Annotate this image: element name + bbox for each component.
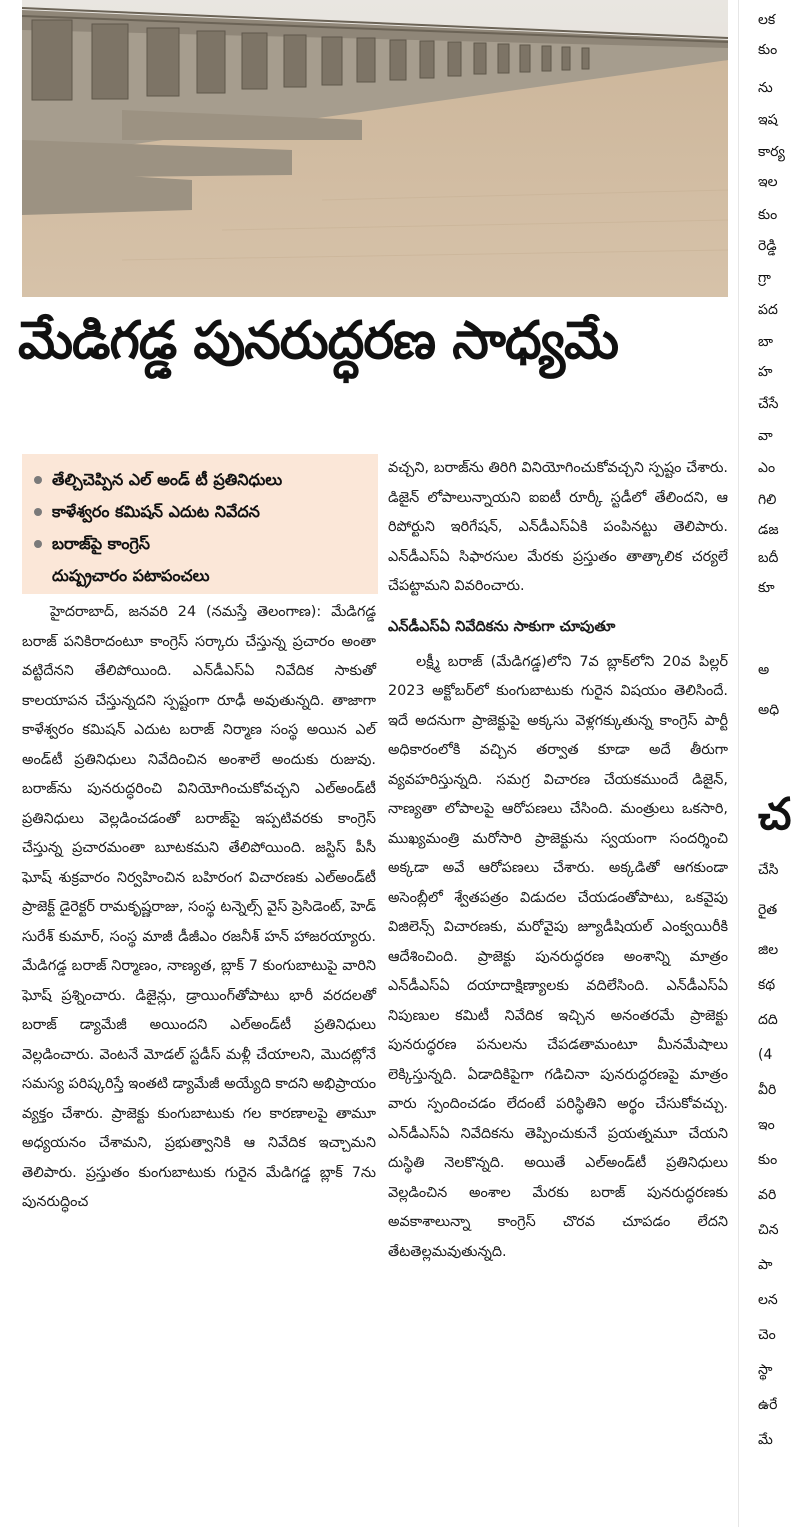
fragment-text: బా (758, 334, 774, 350)
fragment-text: రైత (758, 902, 778, 918)
headline: మేడిగడ్డ పునరుద్ధరణ సాధ్యమే (18, 311, 619, 371)
fragment-text: మే (758, 1432, 773, 1448)
bullet-icon (34, 540, 42, 548)
fragment-text: కుం (758, 207, 778, 223)
adjacent-article-fragment (748, 0, 800, 1527)
fragment-text: ఎం (758, 460, 776, 476)
highlight-item: తేల్చిచెప్పిన ఎల్‌ అండ్‌ టీ ప్రతినిధులు (32, 464, 368, 496)
bullet-icon (34, 476, 42, 484)
fragment-text: స్థా (758, 1362, 773, 1378)
fragment-text: రెడ్డి (758, 238, 777, 254)
fragment-text: అధి (758, 702, 780, 718)
article-column-middle (388, 454, 728, 1267)
fragment-text: పా (758, 1257, 773, 1273)
fragment-text: వరి (758, 1187, 777, 1203)
highlight-item: కాళేశ్వరం కమిషన్‌ ఎదుట నివేదన (32, 496, 368, 528)
column-divider (738, 0, 739, 1527)
fragment-text: ఇష (758, 112, 778, 128)
highlight-item-continued: దుష్ప్రచారం పటాపంచలు (52, 566, 210, 585)
fragment-text: చెం (758, 1327, 776, 1343)
highlights-box (22, 454, 378, 594)
fragment-text: చ (758, 789, 792, 840)
article-paragraph (22, 598, 376, 1218)
fragment-text: అ (758, 662, 770, 678)
fragment-text: ఇం (758, 1117, 775, 1133)
dateline: హైదరాబాద్‌, జనవరి 24 (నమస్తే తెలంగాణ): (50, 604, 322, 620)
fragment-text: కార్య (758, 144, 785, 160)
fragment-text: చేసి (758, 862, 779, 878)
fragment-text: బదీ (758, 550, 779, 566)
article-paragraph: వచ్చని, బరాజ్‌ను తిరిగి వినియోగించుకోవచ్చని స్పష్టం చేశారు. డిజైన్‌ లోపాలున్నాయని ఐఐటీ రూర్కీ స్టడీలో తేలిందని, ఆ రిపోర్టుని ఇరిగేషన్‌, ఎన్‌డీఎస్‌ఏకి పంపినట్టు తెలిపారు. ఎన్‌డీఎస్‌ఏ సిఫారసుల మేరకు ప్రస్తుతం తాత్కాలిక చర్యలే చేపట్టామని వివరించారు. (388, 460, 728, 594)
fragment-text: లక (758, 12, 776, 28)
fragment-text: పద (758, 302, 778, 318)
fragment-text: చిన (758, 1222, 779, 1238)
fragment-text: గ్రా (758, 270, 771, 286)
fragment-text: చేసే (758, 396, 779, 412)
subheading: ఎన్‌డీఎస్‌ఏ నివేదికను సాకుగా చూపుతూ (388, 618, 616, 635)
fragment-text: ఇల (758, 174, 778, 190)
fragment-text: కుం (758, 42, 778, 58)
fragment-text: (4 (758, 1047, 773, 1063)
body-text: మేడిగడ్డ బరాజ్‌ పనికిరాదంటూ కాంగ్రెస్‌ సర్కారు చేస్తున్న ప్రచారం అంతా వట్టిదేనని తేలిపోయింది. ఎన్‌డీఎస్‌ఏ నివేదిక సాకుతో కాలయాపన చేస్తున్నదని స్పష్టంగా రూఢీ అవుతున్నది. తాజాగా కాళేశ్వరం కమిషన్‌ ఎదుట బరాజ్‌ నిర్మాణ సంస్థ అయిన ఎల్‌ అండ్‌టీ ప్రతినిధులు నివేదించిన అంశాలే అందుకు రుజువు. బరాజ్‌ను పునరుద్ధరించి వినియోగించుకోవచ్చని ఎల్‌అండ్‌టీ ప్రతినిధులు వెల్లడించడంతో బరాజ్‌పై ఇప్పటివరకు కాంగ్రెస్‌ చేస్తున్న ప్రచారమంతా బూటకమని తేలిపోయింది. జస్టిస్‌ పీసీ ఘోష్‌ శుక్రవారం నిర్వహించిన బహిరంగ విచారణకు ఎల్‌అండ్‌టీ ప్రాజెక్ట్‌ డైరెక్టర్‌ రామకృష్ణరాజు, సంస్థ టన్నెల్స్‌ వైస్‌ ప్రెసిడెంట్‌, హెడ్‌ సురేశ్‌ కుమార్‌, సంస్థ మాజీ డీజీఎం రజనీశ్‌ హన్‌ హాజరయ్యారు. మేడిగడ్డ బరాజ్‌ నిర్మాణం, నాణ్యత, బ్లాక్‌ 7 కుంగుబాటుపై వారిని ఘోష్‌ ప్రశ్నించారు. డిజైన్లు, డ్రాయింగ్‌తోపాటు భారీ వరదలతో బరాజ్‌ డ్యామేజీ అయిందని ఎల్‌అండ్‌టీ ప్రతినిధులు వెల్లడించారు. వెంటనే మోడల్‌ స్టడీస్‌ మళ్లీ చేయాలని, మొదట్లోనే సమస్య పరిష్కరిస్తే ఇంతటి డ్యామేజీ అయ్యేది కాదని అభిప్రాయం వ్యక్తం చేశారు. ప్రాజెక్టు కుంగుబాటుకు గల కారణాలపై తామూ అధ్యయనం చేశామని, ప్రభుత్వానికి ఆ నివేదిక ఇచ్చామని తెలిపారు. ప్రస్తుతం కుంగుబాటుకు గురైన మేడిగడ్డ బ్లాక్‌ 7ను పునరుద్ధించ (22, 604, 376, 1210)
highlight-item: బరాజ్‌పై కాంగ్రెస్‌ (32, 528, 368, 560)
fragment-text: వా (758, 428, 773, 444)
fragment-text: కథ (758, 977, 776, 993)
fragment-text: కూ (758, 580, 775, 596)
fragment-text: ఉరే (758, 1397, 778, 1413)
fragment-text: గిలి (758, 492, 777, 508)
fragment-text: డజ (758, 522, 779, 538)
body-text: లక్ష్మీ బరాజ్‌ (మేడిగడ్డ)లోని 7వ బ్లాక్‌లోని 20వ పిల్లర్‌ 2023 అక్టోబర్‌లో కుంగుబాటుకు గురైన విషయం తెలిసిందే. ఇదే అదనుగా ప్రాజెక్టుపై అక్కసు వెళ్లగక్కుతున్న కాంగ్రెస్‌ పార్టీ అధికారంలోకి వచ్చిన తర్వాత కూడా అదే తీరుగా వ్యవహరిస్తున్నది. సమగ్ర విచారణ చేయకముందే డిజైన్‌, నాణ్యతా లోపాలపై ఆరోపణలు చేసింది. మంత్రులు ఒకసారి, ముఖ్యమంత్రి మరోసారి ప్రాజెక్టును స్వయంగా సందర్శించి అక్కడా అవే ఆరోపణలు చేశారు. అక్కడితో ఆగకుండా అసెంబ్లీలో శ్వేతపత్రం విడుదల చేయడంతోపాటు, ఒకవైపు విజిలెన్స్‌ విచారణకు, మరోవైపు జ్యూడీషియల్‌ ఎంక్వయిరీకి ఆదేశించింది. ప్రాజెక్టు పునరుద్ధరణ అంశాన్ని మాత్రం ఎన్‌డీఎస్‌ఏ దయాదాక్షిణ్యాలకు వదిలేసింది. ఎన్‌డీఎస్‌ఏ నిపుణుల కమిటీ నివేదిక ఇచ్చిన అనంతరమే ప్రాజెక్టు పునరుద్ధరణ పనులను చేపడతామంటూ మీనమేషాలు లెక్కిస్తున్నది. ఏడాదికిపైగా గడిచినా పునరుద్ధరణపై మాత్రం వారు స్పందించడం లేదంటే పరిస్థితిని అర్థం చేసుకోవచ్చు. ఎన్‌డీఎస్‌ఏ నివేదికను తెప్పించుకునే ప్రయత్నమూ చేయని దుస్థితి నెలకొన్నది. అయితే ఎల్‌అండ్‌టీ ప్రతినిధులు వెల్లడించిన అంశాల మేరకు బరాజ్‌ పునరుద్ధరణకు అవకాశాలున్నా కాంగ్రెస్‌ చొరవ చూపడం లేదని తేటతెల్లమవుతున్నది. (388, 653, 728, 1260)
bullet-icon (34, 508, 42, 516)
article-paragraph (388, 648, 728, 1268)
fragment-text: లన (758, 1292, 778, 1308)
fragment-text: ను (758, 80, 773, 96)
fragment-text: దది (758, 1012, 778, 1028)
fragment-text: జిల (758, 942, 779, 958)
article-column-left (22, 598, 376, 1218)
fragment-text: హ (758, 364, 773, 380)
fragment-text: కుం (758, 1152, 778, 1168)
barrage-photo (22, 0, 728, 297)
fragment-text: వీరి (758, 1082, 777, 1098)
